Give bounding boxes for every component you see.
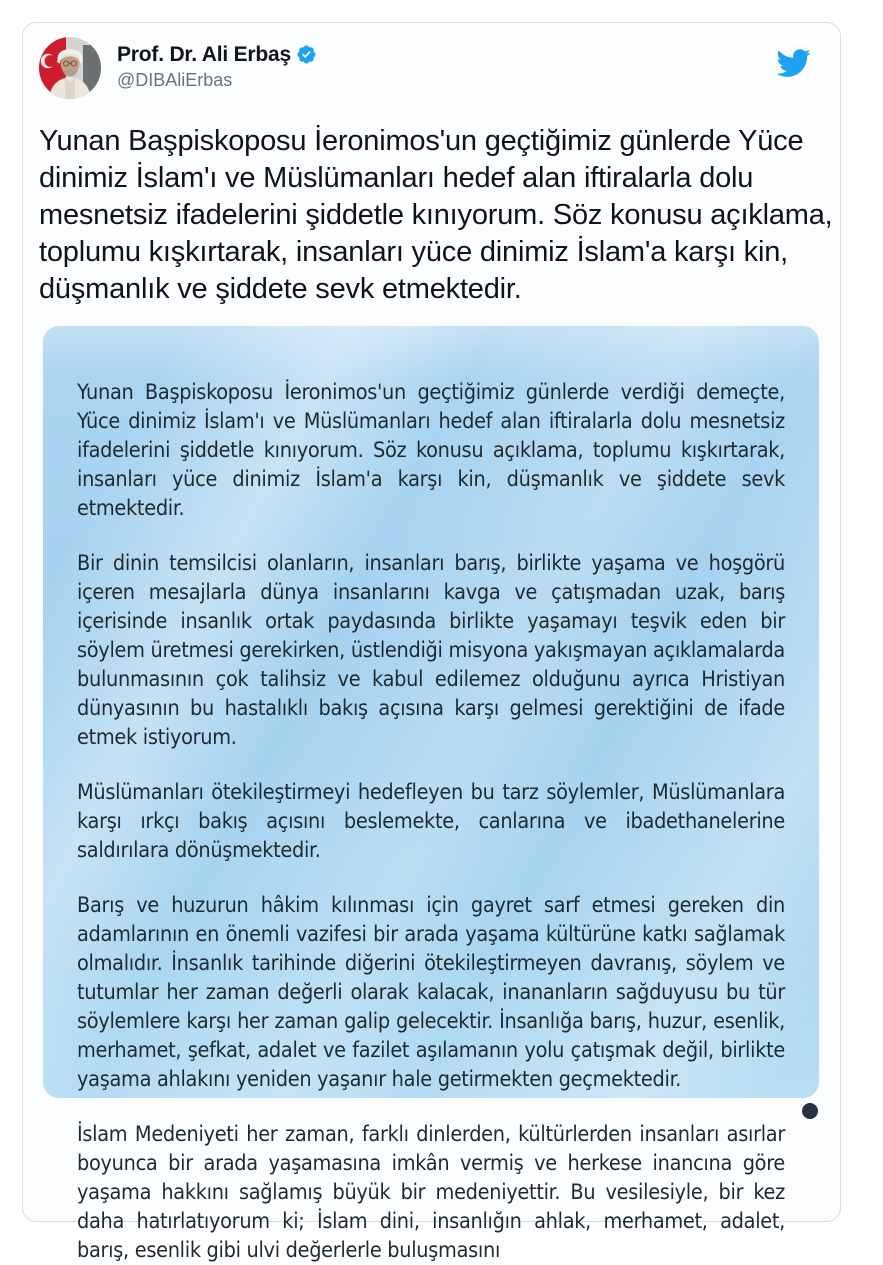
tweet-text: Yunan Başpiskoposu İeronimos'un geçtiğimiz günlerde Yüce dinimiz İslam'ı ve Müslümanları hedef alan iftiralarla dolu mesnetsiz ifadelerini şiddetle kınıyorum. Söz konusu açıklama, toplumu kışkırtarak, insanları yüce dinimiz İslam'a karşı kin, düşmanlık ve şiddete sevk etmektedir. xyxy=(39,125,833,305)
statement-paragraph: Bir dinin temsilcisi olanların, insanları barış, birlikte yaşama ve hoşgörü içeren mesajlarla dünya insanlarını kavga ve çatışmadan uzak, barış içerisinde insanlık ortak paydasında birlikte yaşamayı teşvik eden bir söylem üretmesi gerekirken, üstlendiği misyona yakışmayan açıklamalarda bulunmasının çok talihsiz ve kabul edilemez olduğunu ayrıca Hristiyan dünyasının bu hastalıklı bakış açısına karşı gelmesi gerektiğini de ifade etmek istiyorum. xyxy=(77,551,785,750)
avatar-image xyxy=(39,37,101,99)
statement-paragraph: İslam Medeniyeti her zaman, farklı dinlerden, kültürlerden insanları asırlar boyunca bir arada yaşamasına imkân vermiş ve herkese inancına göre yaşama hakkını sağlamış büyük bir medeniyettir. Bu vesilesiyle, bir kez daha hatırlatıyorum ki; İslam dini, insanlığın ahlak, merhamet, adalet, barış, esenlik gibi ulvi değerlerle buluşmasını xyxy=(77,1122,785,1263)
author-block xyxy=(117,37,317,89)
statement-paragraph: Müslümanları ötekileştirmeyi hedefleyen bu tarz söylemler, Müslümanlara karşı ırkçı bakış açısını beslemekte, canlarına ve ibadethanelerine saldırılara dönüşmektedir. xyxy=(77,780,785,863)
verified-badge-icon xyxy=(296,44,317,65)
statement-paragraph: Yunan Başpiskoposu İeronimos'un geçtiğimiz günlerde verdiği demeçte, Yüce dinimiz İslam'ı ve Müslümanları hedef alan iftiralarla dolu mesnetsiz ifadelerini şiddetle kınıyorum. Söz konusu açıklama, toplumu kışkırtarak, insanları yüce dinimiz İslam'a karşı kin, düşmanlık ve şiddete sevk etmektedir. xyxy=(77,380,785,521)
tweet-card xyxy=(22,22,841,1263)
twitter-logo-icon[interactable] xyxy=(773,46,814,80)
statement-text xyxy=(43,326,819,1263)
tweet-image[interactable] xyxy=(43,326,819,1263)
author-name[interactable]: Prof. Dr. Ali Erbaş xyxy=(117,43,291,66)
statement-paragraph: Barış ve huzurun hâkim kılınması için gayret sarf etmesi gereken din adamlarının en önemli vazifesi bir arada yaşama kültürüne katkı sağlamak olmalıdır. İnsanlık tarihinde diğerini ötekileştirmeyen davranış, söylem ve tutumlar her zaman değerli olarak kalacak, inananların sağduyusu bu tür söylemlere karşı her zaman galip gelecektir. İnsanlığa barış, huzur, esenlik, merhamet, şefkat, adalet ve fazilet aşılamanın yolu çatışmak değil, birlikte yaşama ahlakını yeniden yaşanır hale getirmekten geçmektedir. xyxy=(77,893,785,1092)
partial-dark-dot-icon xyxy=(802,1103,818,1119)
avatar[interactable] xyxy=(39,37,101,99)
tweet-header xyxy=(39,37,824,101)
author-handle[interactable]: @DIBAliErbas xyxy=(117,70,233,90)
